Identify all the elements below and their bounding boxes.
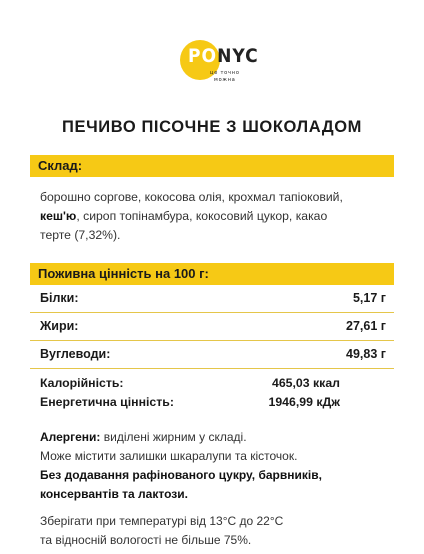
may-contain-note: Може містити залишки шкаралупи та кісточок. bbox=[40, 449, 298, 463]
nutrition-heading: Поживна цінність на 100 г: bbox=[38, 266, 209, 281]
protein-value: 5,17 г bbox=[352, 291, 386, 305]
brand-logo bbox=[180, 36, 259, 96]
divider bbox=[30, 340, 394, 341]
storage-line2: та відносній вологості не більше 75%. bbox=[40, 533, 252, 547]
ingredients-allergen: кеш'ю bbox=[40, 209, 77, 223]
logo-tagline-2: можна bbox=[214, 77, 236, 83]
product-title: ПЕЧИВО ПІСОЧНЕ З ШОКОЛАДОМ bbox=[62, 118, 362, 136]
storage-note bbox=[40, 512, 400, 550]
calories-label: Калорійність: bbox=[40, 376, 124, 390]
nutrition-header bbox=[30, 263, 394, 285]
ingredients-part2: , сироп топінамбура, кокосовий цукор, какао bbox=[76, 209, 328, 223]
composition-heading: Склад: bbox=[38, 158, 83, 173]
fat-label: Жири: bbox=[40, 319, 79, 333]
energy-value: 1946,99 кДж bbox=[268, 395, 340, 409]
energy-label: Енергетична цінність: bbox=[40, 395, 174, 409]
ingredients-text bbox=[40, 188, 396, 245]
logo-tagline-1: це точно bbox=[210, 70, 240, 76]
divider bbox=[30, 312, 394, 313]
carbs-label: Вуглеводи: bbox=[40, 347, 111, 361]
allergens-note bbox=[40, 428, 400, 447]
ingredients-part1: борошно соргове, кокосова олія, крохмал тапіоковий, bbox=[40, 190, 343, 204]
carbs-value: 49,83 г bbox=[346, 347, 386, 361]
logo-word-part1: PO bbox=[188, 45, 218, 67]
divider bbox=[30, 368, 394, 369]
fat-value: 27,61 г bbox=[346, 319, 386, 333]
no-additives-line1: Без додавання рафінованого цукру, барвників, bbox=[40, 468, 322, 482]
composition-header bbox=[30, 155, 394, 177]
calories-value: 465,03 ккал bbox=[272, 376, 340, 390]
logo-word-part2: NYC bbox=[217, 45, 259, 67]
storage-line1: Зберігати при температурі від 13°С до 22°С bbox=[40, 514, 284, 528]
protein-label: Білки: bbox=[40, 291, 79, 305]
allergens-text: виділені жирним у складі. bbox=[100, 430, 247, 444]
notes-block bbox=[40, 428, 400, 504]
no-additives-line2: консервантів та лактози. bbox=[40, 487, 188, 501]
logo-wordmark bbox=[188, 47, 259, 66]
allergens-label: Алергени: bbox=[40, 430, 101, 444]
ingredients-part3: терте (7,32%). bbox=[40, 228, 121, 242]
